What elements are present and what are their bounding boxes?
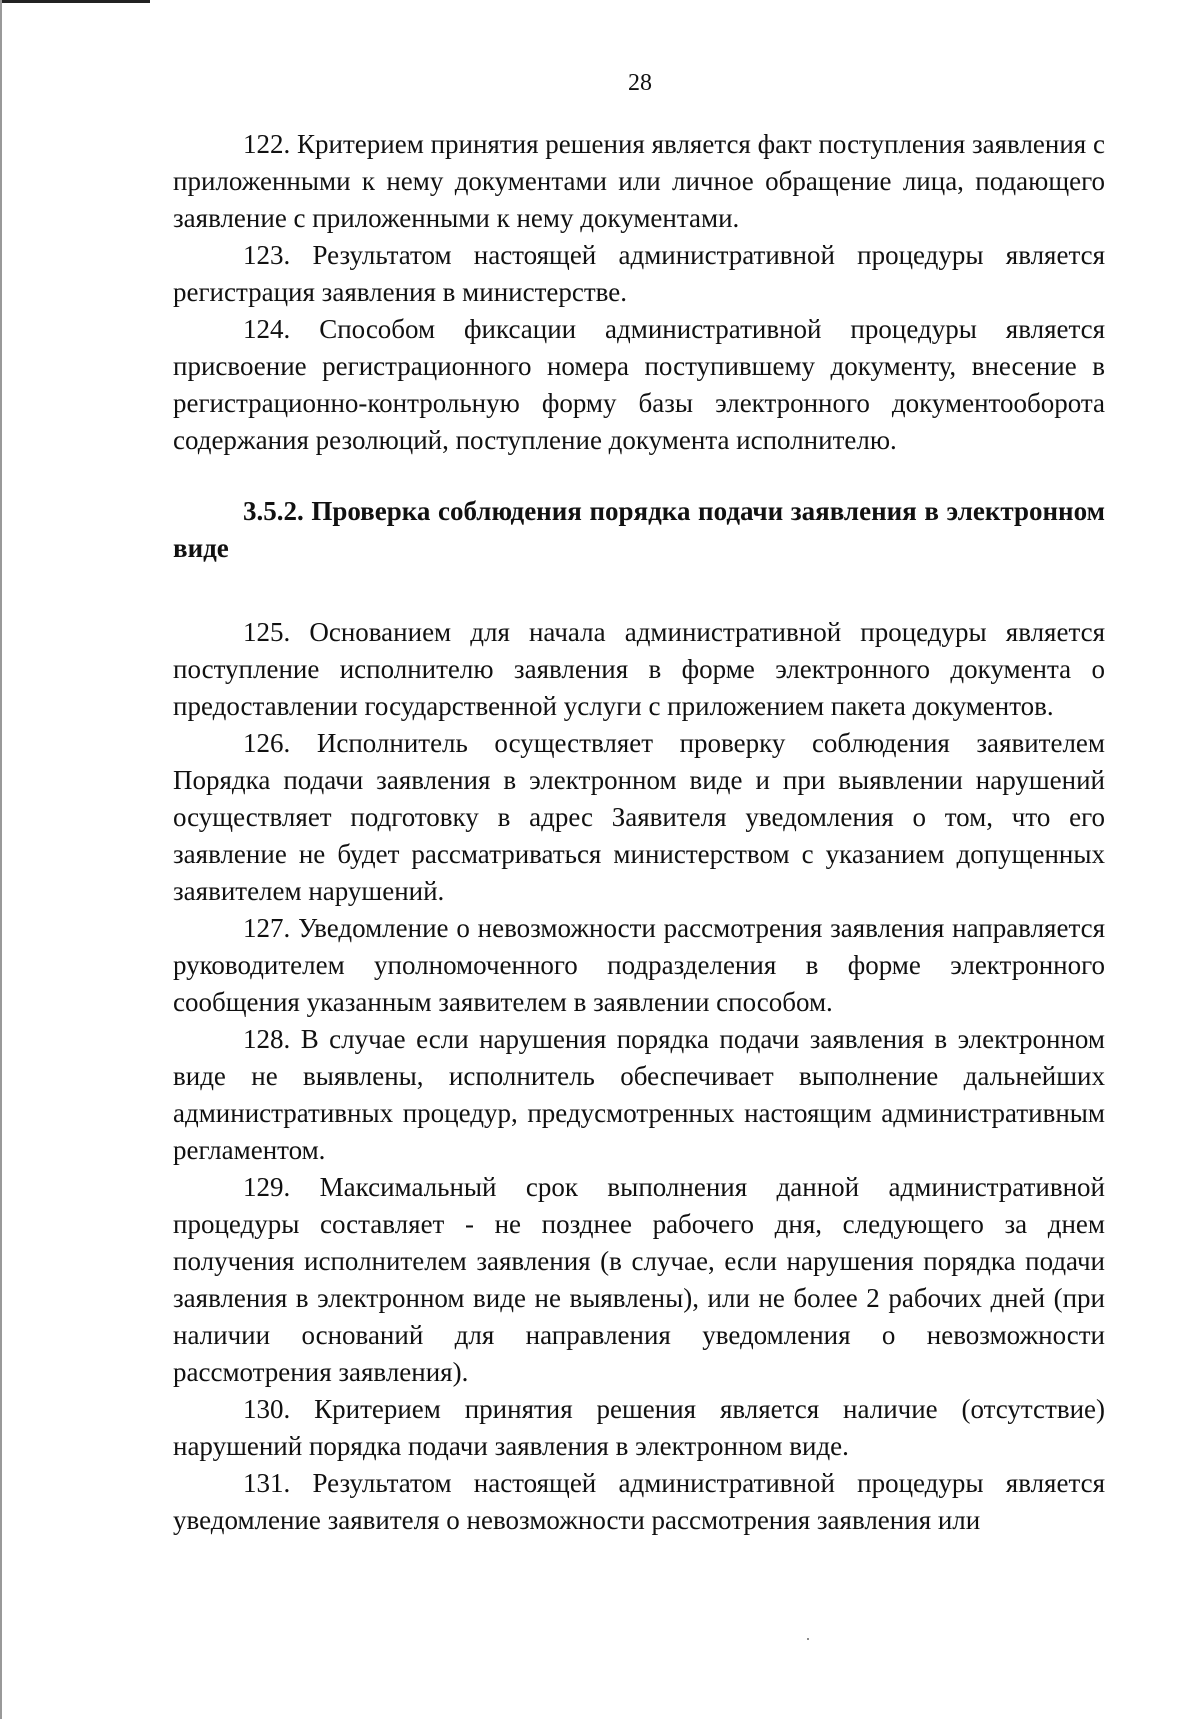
paragraph-126: 126. Исполнитель осуществляет проверку соблюдения заявителем Порядка подачи заявления в электронном виде и при выявлении нарушений осуществляет подготовку в адрес Заявителя уведомления о том, что его заявление не будет рассматриваться министерством с указанием допущенных заявителем нарушений. xyxy=(173,728,1105,906)
paragraph-123: 123. Результатом настоящей административной процедуры является регистрация заявления в министерстве. xyxy=(173,240,1105,307)
paragraph-129: 129. Максимальный срок выполнения данной административной процедуры составляет - не позднее рабочего дня, следующего за днем получения исполнителем заявления (в случае, если нарушения порядка подачи заявления в электронном виде не выявлены), или не более 2 рабочих дней (при наличии оснований для направления уведомления о невозможности рассмотрения заявления). xyxy=(173,1172,1105,1387)
paragraph-130: 130. Критерием принятия решения является наличие (отсутствие) нарушений порядка подачи заявления в электронном виде. xyxy=(173,1394,1105,1461)
section-heading: 3.5.2. Проверка соблюдения порядка подачи заявления в электронном виде xyxy=(173,496,1105,563)
document-body xyxy=(173,126,1105,1539)
scan-speck xyxy=(807,1638,809,1640)
paragraph-122: 122. Критерием принятия решения является факт поступления заявления с приложенными к нему документами или личное обращение лица, подающего заявление с приложенными к нему документами. xyxy=(173,129,1105,233)
paragraph-131: 131. Результатом настоящей административной процедуры является уведомление заявителя о невозможности рассмотрения заявления или xyxy=(173,1468,1105,1535)
paragraph-128: 128. В случае если нарушения порядка подачи заявления в электронном виде не выявлены, исполнитель обеспечивает выполнение дальнейших административных процедур, предусмотренных настоящим административным регламентом. xyxy=(173,1024,1105,1165)
paragraph-124: 124. Способом фиксации административной процедуры является присвоение регистрационного номера поступившему документу, внесение в регистрационно-контрольную форму базы электронного документооборота содержания резолюций, поступление документа исполнителю. xyxy=(173,314,1105,455)
scan-edge-left xyxy=(0,0,2,1719)
paragraph-127: 127. Уведомление о невозможности рассмотрения заявления направляется руководителем уполномоченного подразделения в форме электронного сообщения указанным заявителем в заявлении способом. xyxy=(173,913,1105,1017)
paragraph-125: 125. Основанием для начала административной процедуры является поступление исполнителю заявления в форме электронного документа о предоставлении государственной услуги с приложением пакета документов. xyxy=(173,617,1105,721)
scan-edge-top xyxy=(0,0,150,3)
page-number: 28 xyxy=(628,70,652,96)
